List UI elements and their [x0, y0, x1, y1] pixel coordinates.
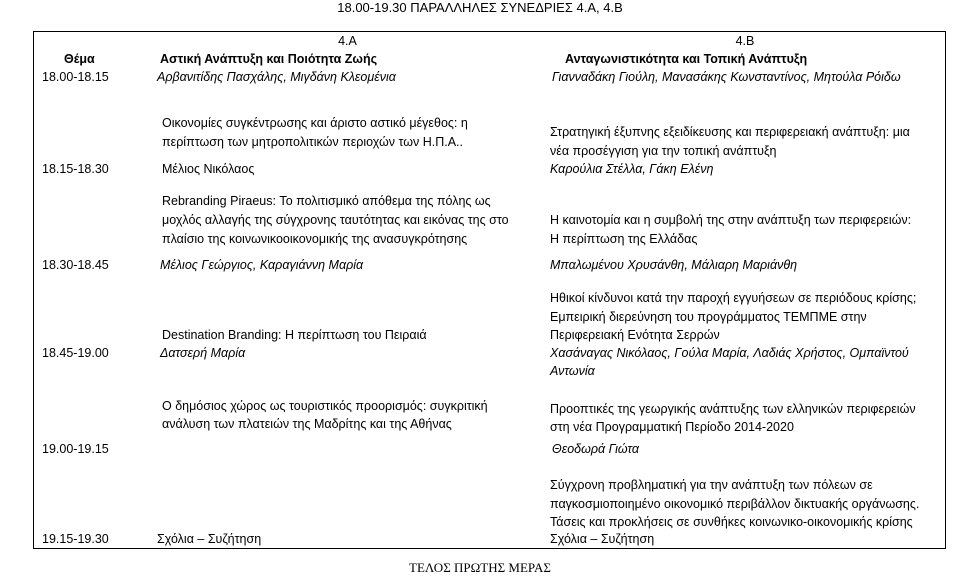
slot-b-authors: Μπαλωμένου Χρυσάνθη, Μάλιαρη Μαριάνθη: [550, 258, 798, 272]
slot-b-authors: Θεοδωρά Γιώτα: [552, 442, 640, 456]
slot-a-title: Rebranding Piraeus: Το πολιτισμικό απόθεμα της πόλης ως: [162, 194, 491, 208]
slot-time: 19.15-19.30: [42, 532, 109, 546]
slot-b-authors: Γιανναδάκη Γιούλη, Μανασάκης Κωνσταντίνος, Μητούλα Ρόιδω: [552, 70, 901, 84]
slot-a-authors: Μέλιος Νικόλαος: [162, 162, 255, 176]
slot-b-title: Η περίπτωση της Ελλάδας: [550, 232, 698, 246]
slot-b-discussion: Σχόλια – Συζήτηση: [550, 532, 655, 546]
session-b-label: 4.Β: [735, 34, 755, 48]
slot-a-authors: Αρβανιτίδης Πασχάλης, Μιγδάνη Κλεομένια: [157, 70, 396, 84]
slot-b-title: Εμπειρική διερεύνηση του προγράμματος ΤΕΜΠΜΕ στην: [550, 310, 867, 324]
slot-a-title: Οικονομίες συγκέντρωσης και άριστο αστικό μέγεθος: η: [162, 116, 468, 130]
slot-b-title: Τάσεις και προκλήσεις σε συνθήκες κοινωνικο-οικονομικής κρίσης: [550, 515, 913, 529]
slot-a-authors: Δατσερή Μαρία: [160, 346, 246, 360]
slot-b-title: Ηθικοί κίνδυνοι κατά την παροχή εγγυήσεων σε περιόδους κρίσης;: [550, 291, 917, 305]
page-title: 18.00-19.30 ΠΑΡΑΛΛΗΛΕΣ ΣΥΝΕΔΡΙΕΣ 4.Α, 4.Β: [337, 0, 623, 15]
slot-time: 18.00-18.15: [42, 70, 109, 84]
slot-time: 18.30-18.45: [42, 258, 109, 272]
slot-a-title: πλαίσιο της κοινωνικοοικονομικής της ανασυγκρότησης: [162, 232, 468, 246]
slot-a-title: μοχλός αλλαγής της σύγχρονης ταυτότητας και εικόνας της στο: [162, 213, 509, 227]
slot-a-discussion: Σχόλια – Συζήτηση: [157, 532, 262, 546]
slot-a-title: ανάλυση των πλατειών της Μαδρίτης και της Αθήνας: [162, 417, 452, 431]
slot-b-authors: Αντωνία: [550, 364, 595, 378]
topic-b: Ανταγωνιστικότητα και Τοπική Ανάπτυξη: [565, 52, 808, 66]
slot-b-title: νέα προσέγγιση για την τοπική ανάπτυξη: [550, 144, 777, 158]
slot-b-title: Στρατηγική έξυπνης εξειδίκευσης και περιφερειακή ανάπτυξη: μια: [550, 125, 910, 139]
topic-a: Αστική Ανάπτυξη και Ποιότητα Ζωής: [160, 52, 378, 66]
day-end-footer: ΤΕΛΟΣ ΠΡΩΤΗΣ ΜΕΡΑΣ: [409, 560, 551, 575]
slot-time: 18.45-19.00: [42, 346, 109, 360]
slot-a-title: Ο δημόσιος χώρος ως τουριστικός προορισμός: συγκριτική: [162, 399, 488, 413]
slot-a-title: περίπτωση των μητροπολιτικών περιοχών των Η.Π.Α..: [162, 135, 464, 149]
topic-label: Θέμα: [64, 52, 95, 66]
table-left-border: [33, 31, 34, 548]
slot-b-title: Προοπτικές της γεωργικής ανάπτυξης των ελληνικών περιφερειών: [550, 402, 916, 416]
slot-b-authors: Χασάναγας Νικόλαος, Γούλα Μαρία, Λαδιάς Χρήστος, Ομπαϊντού: [550, 346, 909, 360]
session-a-label: 4.Α: [338, 34, 357, 48]
slot-time: 19.00-19.15: [42, 442, 109, 456]
slot-b-title: Περιφερειακή Ενότητα Σερρών: [550, 328, 720, 342]
slot-b-title: παγκοσμιοποιημένο οικονομικό περιβάλλον δικτυακής οργάνωσης.: [550, 497, 920, 511]
slot-b-title: Η καινοτομία και η συμβολή της στην ανάπτυξη των περιφερειών:: [550, 213, 912, 227]
slot-a-title: Destination Branding: Η περίπτωση του Πειραιά: [162, 328, 427, 342]
slot-time: 18.15-18.30: [42, 162, 109, 176]
slot-a-authors: Μέλιος Γεώργιος, Καραγιάννη Μαρία: [160, 258, 364, 272]
table-top-border: [33, 31, 946, 32]
table-right-border: [945, 31, 946, 548]
table-bottom-border: [33, 548, 946, 549]
slot-b-title: Σύγχρονη προβληματική για την ανάπτυξη των πόλεων σε: [550, 478, 873, 492]
slot-b-title: στη νέα Προγραμματική Περίοδο 2014-2020: [550, 420, 794, 434]
slot-b-authors: Καρούλια Στέλλα, Γάκη Ελένη: [550, 162, 714, 176]
